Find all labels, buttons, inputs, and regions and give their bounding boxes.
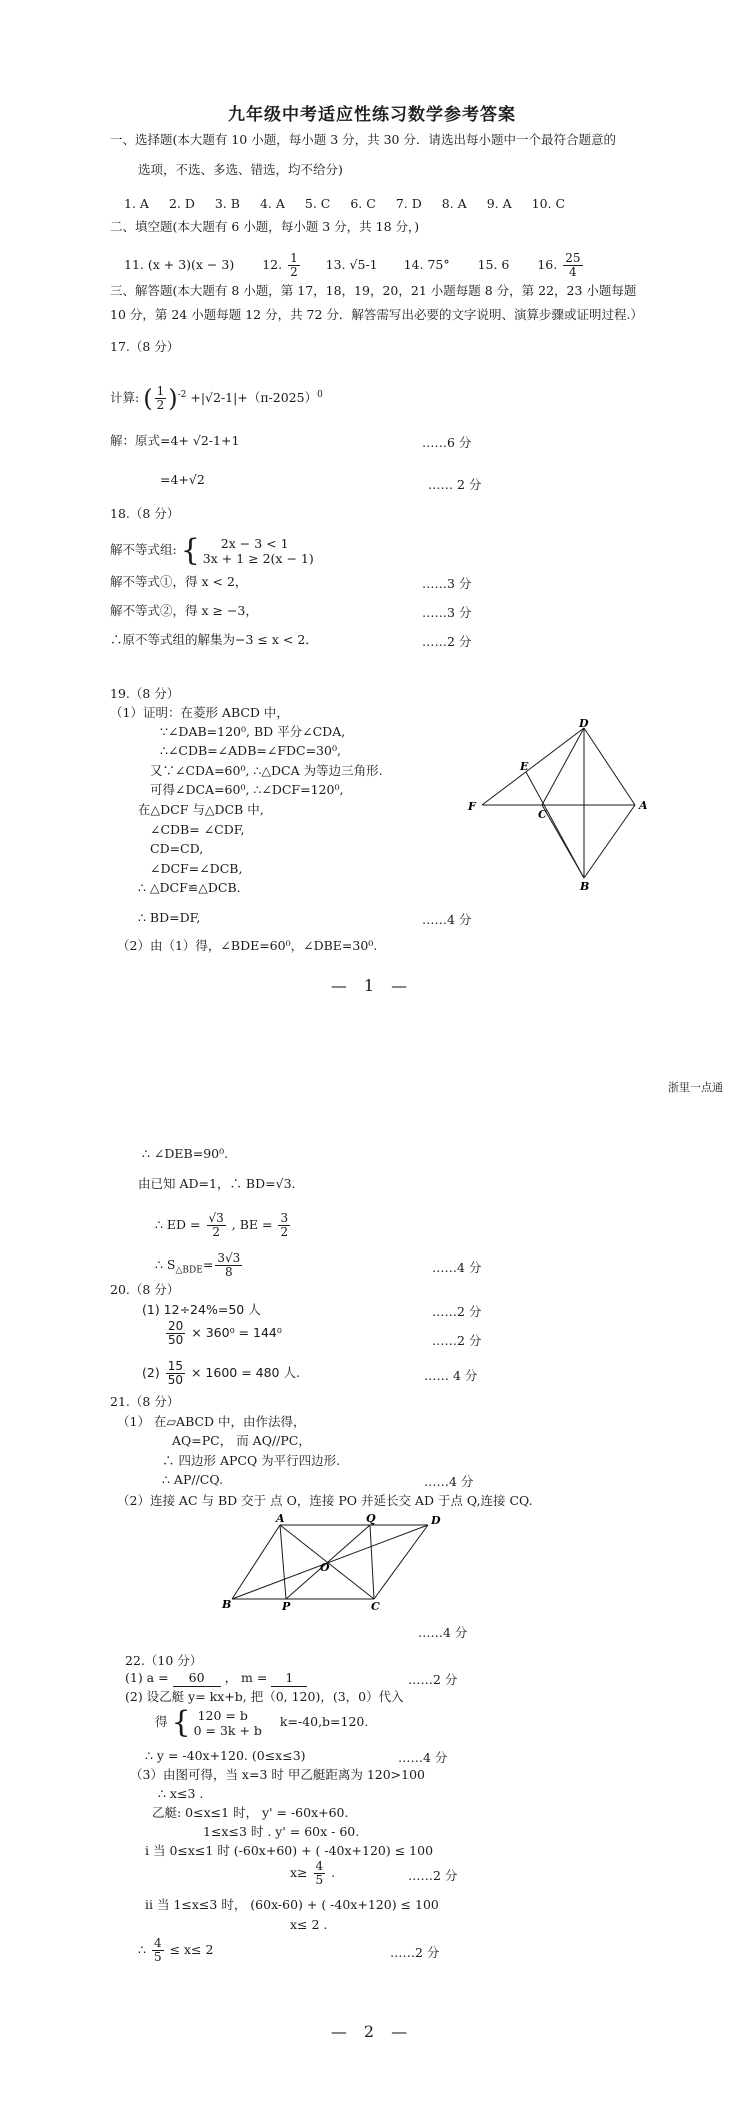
q19-line-9: ∴ △DCF≌△DCB. [138, 880, 241, 895]
q22-score-10: ……2 分 [408, 1868, 458, 1883]
q19-area-score: ……4 分 [432, 1260, 482, 1275]
q19-line-0: （1）证明：在菱形 ABCD 中， [110, 705, 289, 720]
choice-answer-3: 3. B [214, 196, 240, 211]
q19-line-2: ∴∠CDB=∠ADB=∠FDC=30⁰, [160, 743, 341, 758]
q21-line-5: （2）连接 AC 与 BD 交于 点 O，连接 PO 并延长交 AD 于点 Q,连接 CQ. [117, 1493, 533, 1508]
q19-line-8: ∠DCF=∠DCB, [150, 861, 243, 876]
q21-line-4: ∴ AP//CQ. [162, 1472, 223, 1487]
q17-solution-2: =4+√2 [160, 472, 205, 487]
choice-answer-1: 1. A [124, 196, 149, 211]
q18-line-3: ∴原不等式组的解集为−3 ≤ x < 2． [110, 632, 318, 647]
q20-score-2: ……2 分 [432, 1333, 482, 1348]
q22-label: 22.（10 分） [125, 1653, 203, 1668]
q22-line-7: 乙艇: 0≤x≤1 时， y' = -60x+60. [152, 1805, 349, 1820]
q19-deb: ∴ ∠DEB=90⁰. [142, 1146, 229, 1161]
parallelogram-figure [220, 1512, 450, 1612]
choice-answer-7: 7. D [395, 196, 422, 211]
q19-label: 19.（8 分） [110, 686, 180, 701]
answer-14: 14. 75° [403, 257, 450, 272]
choice-answer-8: 8. A [441, 196, 467, 211]
parallelogram-label-a: A [276, 1512, 285, 1525]
q20-line-2: $\frac{20}{50}$ × 360⁰ = 144⁰ [168, 1319, 282, 1347]
q19-area: ∴ $S_{\triangle BDE}=$ $\frac{3√3}{8}$ [155, 1251, 241, 1279]
q20-line-1: (1) 12÷24%=50 人 [142, 1302, 261, 1317]
q22-line-11: ii 当 1≤x≤3 时， (60x-60) + ( -40x+120) ≤ 100 [145, 1897, 439, 1912]
a-value: 60 [173, 1670, 221, 1687]
q22-line-12: x≤ 2 . [290, 1917, 328, 1932]
q19-line-6: ∠CDB= ∠CDF, [150, 822, 245, 837]
choice-answer-2: 2. D [168, 196, 195, 211]
choice-answer-10: 10. C [531, 196, 566, 211]
q17-score-2: …… 2 分 [428, 477, 482, 492]
choice-answer-5: 5. C [304, 196, 331, 211]
watermark-text: 浙里一点通 [668, 1081, 723, 1094]
q22-line-10: x≥ $\frac{4}{5}$ . [290, 1859, 336, 1887]
q22-line-1: (1) a = 60 ， m = 1 [125, 1670, 307, 1687]
q22-line-3: 得 { 120 = b 0 = 3k + b k=-40,b=120. [155, 1704, 369, 1740]
parallelogram-label-d: D [431, 1514, 441, 1527]
q21-fig-score: ……4 分 [418, 1625, 468, 1640]
parallelogram-label-q: Q [366, 1512, 376, 1525]
rhombus-label-e: E [520, 760, 529, 773]
q21-line-3: ∴ 四边形 APCQ 为平行四边形. [162, 1453, 341, 1468]
answer-12-label: 12. [262, 257, 283, 272]
q19-line-4: 可得∠DCA=60⁰, ∴∠DCF=120⁰, [150, 782, 344, 797]
answer-12-fraction: $\frac{1}{2}$ [290, 251, 298, 279]
section3-heading: 三、解答题(本大题有 8 小题，第 17，18，19，20，21 小题每题 8 分，第 22，23 小题每题 [110, 283, 637, 298]
rhombus-label-c: C [538, 808, 547, 821]
q19-line-1: ∵∠DAB=120⁰, BD 平分∠CDA, [160, 724, 346, 739]
q19-line-3: 又∵∠CDA=60⁰, ∴△DCA 为等边三角形. [150, 763, 383, 778]
q17-problem: 计算: ( $\frac{1}{2}$ )$^{-2} +|√2-1|+(\pi-2025)^0$ [110, 384, 323, 413]
q22-line-9: i 当 0≤x≤1 时 (-60x+60) + ( -40x+120) ≤ 100 [145, 1843, 434, 1858]
answer-16-label: 16. [537, 257, 558, 272]
q22-score-1: ……2 分 [408, 1672, 458, 1687]
q19-line-7: CD=CD, [150, 841, 204, 856]
q22-score-4: ……4 分 [398, 1750, 448, 1765]
answer-11: 11. (x + 3)(x − 3) [124, 257, 235, 272]
q18-line-1: 解不等式①，得 x < 2， [110, 574, 248, 589]
q21-label: 21.（8 分） [110, 1394, 180, 1409]
q18-label: 18.（8 分） [110, 506, 180, 521]
q18-line-2: 解不等式②，得 x ≥ −3， [110, 603, 258, 618]
q20-line-3: (2) $\frac{15}{50}$ × 1600 = 480 人. [142, 1359, 300, 1387]
section1-heading: 一、选择题(本大题有 10 小题，每小题 3 分，共 30 分．请选出每小题中一个最符合题意的 [110, 132, 616, 147]
q22-line-6: ∴ x≤3 . [158, 1786, 204, 1801]
q19-line-5: 在△DCF 与△DCB 中, [138, 802, 264, 817]
rhombus-label-f: F [468, 800, 476, 813]
page-number-2: — 2 — [330, 2022, 414, 2041]
q21-score-1: ……4 分 [424, 1474, 474, 1489]
answer-13: 13. √5-1 [325, 257, 378, 272]
q22-line-2: (2) 设乙艇 y= kx+b, 把（0, 120)，(3，0）代入 [125, 1689, 404, 1704]
page-number-1: — 1 — [330, 976, 414, 995]
m-value: 1 [271, 1670, 307, 1687]
q17-label: 17.（8 分） [110, 339, 180, 354]
q22-line-13: ∴ $\frac{4}{5}$ ≤ x≤ 2 [138, 1936, 214, 1964]
choice-answer-9: 9. A [486, 196, 512, 211]
q18-score-3: ……2 分 [422, 634, 472, 649]
section1-heading-cont: 选项，不选、多选、错选，均不给分) [138, 162, 343, 177]
page-title: 九年级中考适应性练习数学参考答案 [228, 105, 516, 125]
answer-15: 15. 6 [477, 257, 510, 272]
parallelogram-label-o: O [320, 1561, 330, 1574]
choice-answers [124, 196, 565, 212]
rhombus-label-a: A [639, 799, 648, 812]
q22-line-4: ∴ y = -40x+120. (0≤x≤3) [145, 1748, 306, 1763]
section3-heading-cont: 10 分，第 24 小题每题 12 分，共 72 分．解答需写出必要的文字说明、演算步骤或证明过程.） [110, 307, 643, 322]
q19-score-1: ……4 分 [422, 912, 472, 927]
rhombus-label-d: D [579, 718, 589, 730]
parallelogram-label-p: P [282, 1600, 291, 1612]
q21-line-1: （1） 在▱ABCD 中，由作法得， [117, 1414, 306, 1429]
q18-score-2: ……3 分 [422, 605, 472, 620]
section2-heading: 二、填空题(本大题有 6 小题，每小题 3 分，共 18 分，) [110, 219, 420, 234]
choice-answer-4: 4. A [259, 196, 285, 211]
q17-solution-1: 解：原式=4+ √2-1+1 [110, 433, 240, 448]
q17-score-1: ……6 分 [422, 435, 472, 450]
q18-score-1: ……3 分 [422, 576, 472, 591]
answer-16-fraction: $\frac{25}{4}$ [565, 251, 581, 279]
fill-answers [124, 250, 585, 280]
q19-ad: 由已知 AD=1，∴ BD=√3. [138, 1176, 296, 1191]
parallelogram-label-c: C [371, 1600, 380, 1612]
q22-line-8: 1≤x≤3 时 . y' = 60x - 60. [203, 1824, 360, 1839]
q18-system: 解不等式组: { 2x − 3 < 1 3x + 1 ≥ 2(x − 1) [110, 532, 314, 568]
rhombus-figure [460, 718, 650, 890]
q19-ed-be: ∴ ED = $\frac{√3}{2}$ , BE = $\frac{3}{2}$ [155, 1211, 289, 1239]
q22-score-13: ……2 分 [390, 1945, 440, 1960]
q22-line-5: （3）由图可得，当 x=3 时 甲乙艇距离为 120>100 [130, 1767, 426, 1782]
q20-label: 20.（8 分） [110, 1282, 180, 1297]
q19-part-2: （2）由（1）得，∠BDE=60⁰，∠DBE=30⁰. [117, 938, 378, 953]
rhombus-label-b: B [580, 880, 590, 890]
choice-answer-6: 6. C [350, 196, 376, 211]
q19-bd-line: ∴ BD=DF, [138, 910, 201, 925]
q20-score-1: ……2 分 [432, 1304, 482, 1319]
q21-line-2: AQ=PC， 而 AQ//PC， [172, 1433, 311, 1448]
parallelogram-label-b: B [222, 1598, 232, 1611]
q20-score-3: …… 4 分 [424, 1368, 478, 1383]
